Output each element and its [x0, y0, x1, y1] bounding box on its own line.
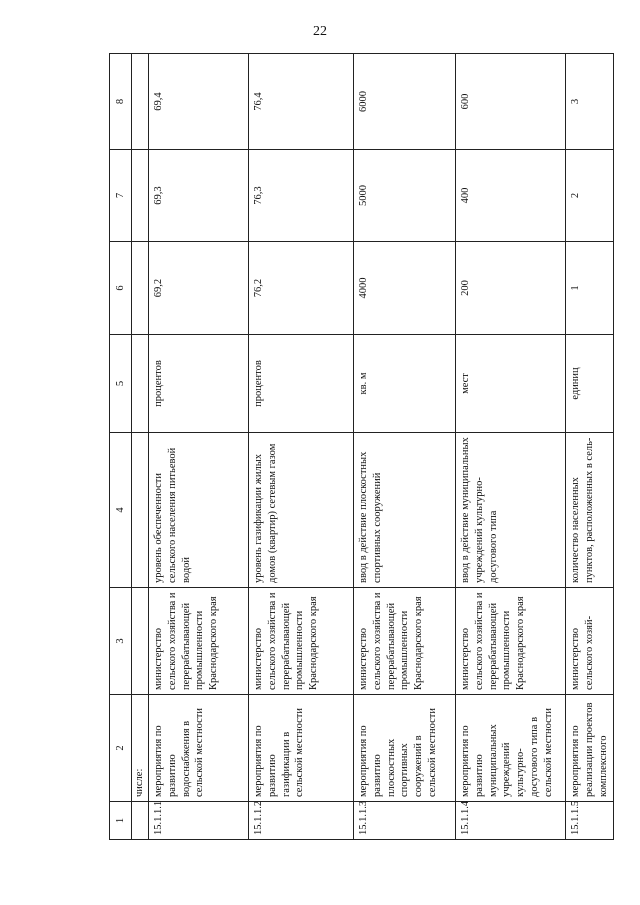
header-cell-6: 6 [110, 242, 132, 335]
row-measure: мероприятия по развитию муниципальных учреждений культурно-досугового типа в сельской местности [455, 695, 565, 802]
row-code: 15.1.1.2 [248, 802, 353, 840]
row-measure: мероприятия по развитию водоснабжения в сельской местности [148, 695, 248, 802]
row-value-7: 400 [455, 150, 565, 242]
row-value-8: 76,4 [248, 54, 353, 150]
table-row [565, 54, 614, 840]
row-measure: мероприятия по развитию плоскостных спортивных сооружений в сельской местности [353, 695, 455, 802]
table-row [353, 54, 455, 840]
row-value-8: 600 [455, 54, 565, 150]
row-unit: единиц [565, 335, 614, 433]
row-measure: мероприятия по реализации проектов комплексного [565, 695, 614, 802]
header-row [110, 54, 132, 840]
row-code: 15.1.1.4 [455, 802, 565, 840]
row-responsible: министерство сельского хозяйства и перерабатывающей промышленности Краснодарского края [353, 588, 455, 695]
row-value-6: 200 [455, 242, 565, 335]
row-value-6: 69,2 [148, 242, 248, 335]
row-responsible: министерство сельского хозяйства и перерабатывающей промышленности Краснодарского края [248, 588, 353, 695]
header-cell-4: 4 [110, 433, 132, 588]
row-responsible: министерство сельского хозяйства и перерабатывающей промышленности Краснодарского края [148, 588, 248, 695]
row-value-6: 1 [565, 242, 614, 335]
header-cell-2: 2 [110, 695, 132, 802]
row-unit: мест [455, 335, 565, 433]
row-indicator: количество населенных пунктов, расположенных в сель- [565, 433, 614, 588]
row-responsible: министерство сельского хозяйства и перерабатывающей промышленности Краснодарского края [455, 588, 565, 695]
table-row [455, 54, 565, 840]
continuation-row [132, 54, 149, 840]
row-value-8: 69,4 [148, 54, 248, 150]
table-row [148, 54, 248, 840]
row-value-8: 3 [565, 54, 614, 150]
row-responsible: министерство сельского хозяй- [565, 588, 614, 695]
header-cell-7: 7 [110, 150, 132, 242]
table-row [248, 54, 353, 840]
row-value-6: 76,2 [248, 242, 353, 335]
row-indicator: уровень обеспеченности сельского населения питьевой водой [148, 433, 248, 588]
row-unit: кв. м [353, 335, 455, 433]
header-cell-3: 3 [110, 588, 132, 695]
row-value-6: 4000 [353, 242, 455, 335]
row-indicator: ввод в действие муниципальных учреждений культурно-досугового типа [455, 433, 565, 588]
header-cell-5: 5 [110, 335, 132, 433]
header-cell-8: 8 [110, 54, 132, 150]
indicators-table [109, 53, 614, 840]
page-number: 22 [313, 24, 327, 39]
row-value-7: 2 [565, 150, 614, 242]
row-value-7: 5000 [353, 150, 455, 242]
row-indicator: уровень газификации жилых домов (квартир) сетевым газом [248, 433, 353, 588]
row-indicator: ввод в действие плоскостных спортивных сооружений [353, 433, 455, 588]
row-code: 15.1.1.1 [148, 802, 248, 840]
row-measure: мероприятия по развитию газификации в сельской местности [248, 695, 353, 802]
row-value-8: 6000 [353, 54, 455, 150]
row-code: 15.1.1.5 [565, 802, 614, 840]
continuation-text: числе: [132, 695, 149, 802]
header-cell-1: 1 [110, 802, 132, 840]
row-value-7: 76,3 [248, 150, 353, 242]
row-value-7: 69,3 [148, 150, 248, 242]
row-unit: процентов [248, 335, 353, 433]
rotated-table-container [109, 54, 609, 840]
row-code: 15.1.1.3 [353, 802, 455, 840]
row-unit: процентов [148, 335, 248, 433]
